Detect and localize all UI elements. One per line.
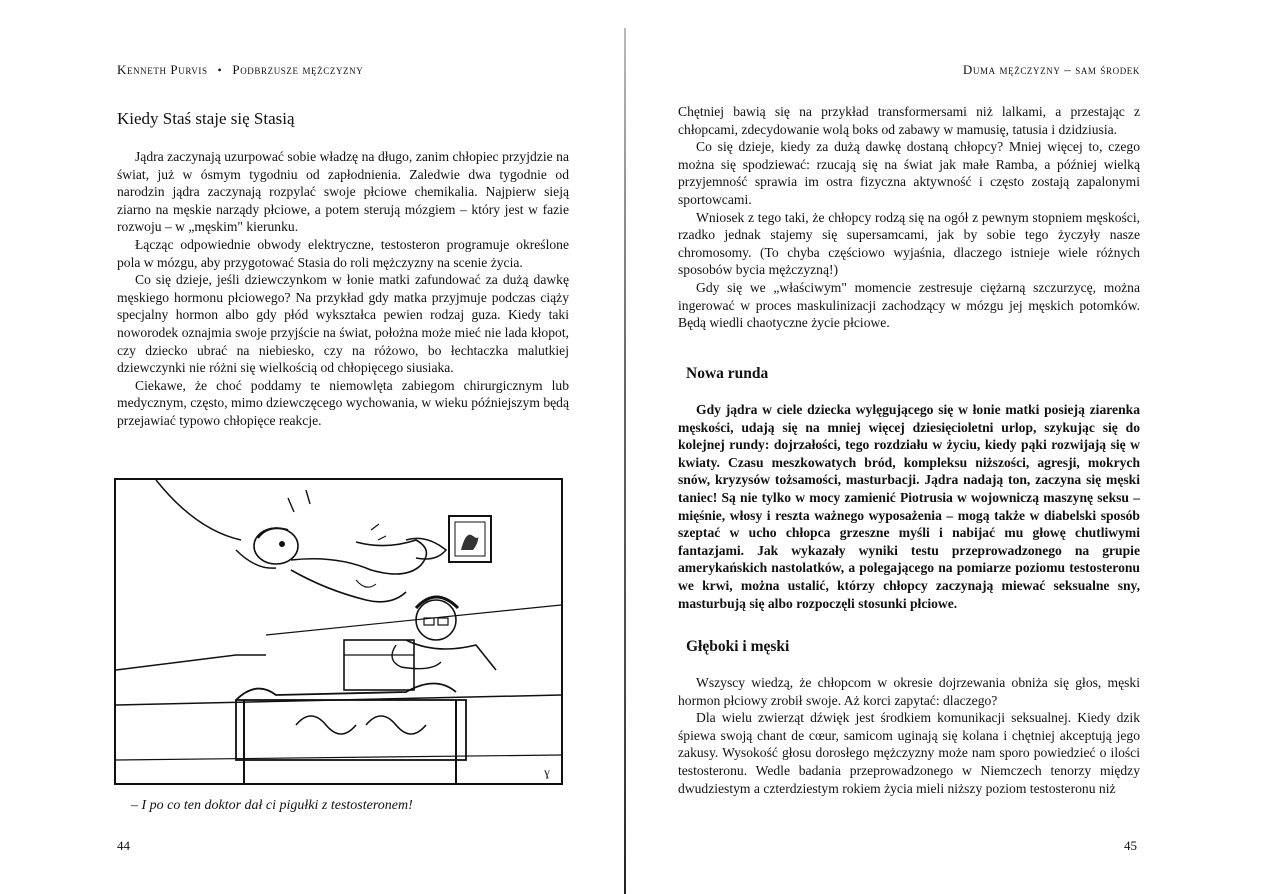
book-gutter — [624, 28, 626, 894]
page-number-right: 45 — [1124, 838, 1137, 853]
cartoon-caption: – I po co ten doktor dał ci pigułki z testosteronem! — [131, 798, 413, 813]
paragraph: Ciekawe, że choć poddamy te niemowlęta zabiegom chirurgicznym lub medycznym, często, mimo dziewczęcego wychowania, w wieku późniejszym będą przejawiać typowo chłopięce reakcje. — [117, 377, 569, 428]
paragraph: Wniosek z tego taki, że chłopcy rodzą się na ogół z pewnym stopniem męskości, rzadko jednak stajemy się supersamcami, jak by sobie tego życzyły nasze chromosomy. (To chyba częściowo wyjaśnia, dlaczego istnieje wiele różnych sposobów bycia mężczyzną!) — [678, 209, 1140, 278]
paragraph: Chętniej bawią się na przykład transformersami niż lalkami, a przestając z chłopcami, zdecydowanie wolą boks od zabawy w mamusię, tatusia i dzidziusia. — [678, 104, 1140, 137]
section-title-nowa-runda: Nowa runda — [686, 365, 769, 382]
paragraph: Łącząc odpowiednie obwody elektryczne, testosteron programuje określone pola w mózgu, aby przygotować Stasia do roli mężczyzny na scenie życia. — [117, 236, 569, 270]
running-head-book-title: Podbrzusze mężczyzny — [232, 62, 364, 77]
paragraph: Wszyscy wiedzą, że chłopcom w okresie dojrzewania obniża się głos, męski hormon płciowy zrobił swoje. Aż korci zapytać: dlaczego? — [678, 675, 1140, 708]
cartoon-drawing — [116, 480, 561, 783]
right-running-head: Duma mężczyzny – sam środek — [962, 62, 1140, 77]
paragraph: Co się dzieje, jeśli dziewczynkom w łonie matki zafundować za dużą dawkę męskiego hormonu płciowego? Na przykład gdy matka przyjmuje podczas ciąży specjalny hormon albo gdy płód wykształca pewien rodzaj guza. Kiedy taki noworodek oznajmia swoje przyjście na świat, położna może mieć nie lada kłopot, czy dziecko ubrać na niebiesko, czy na różowo, bo łechtaczka malutkiej dziewczynki nie różni się wielkością od chłopięcego siusiaka. — [117, 272, 569, 376]
right-section3-text — [678, 674, 1140, 797]
section-title-stas: Kiedy Staś staje się Stasią — [117, 109, 295, 128]
left-running-head — [117, 62, 363, 78]
paragraph: Gdy jądra w ciele dziecka wylęgującego się w łonie matki posieją ziarenka męskości, udają się na mniej więcej dziesięcioletni urlop, szykując się do kolejnej rundy: dojrzałości, tego rozdziału w życiu, kiedy pąki rozwijają się w kwiaty. Czasu meszkowatych bród, kompleksu niższości, agresji, mokrych snów, kryzysów tożsamości, masturbacji. Jądra nadają ton, zaczyna się męski taniec! Są nie tylko w mocy zamienić Piotrusia w wojowniczą maszynę seksu – mięśnie, włosy i reszta ważnego wyposażenia – mogą także w diabelski sposób szeptać w ucho chłopca grzeszne myśli i nabijać mu głowę chutliwymi fantazjami. Jak wykazały wyniki testu przeprowadzonego na grupie amerykańskich nastolatków, a polegającego na pomiarze poziomu testosteronu we krwi, można ustalić, którzy chłopcy zaczynają miewać seksualne sny, masturbują się albo rozpoczęli stosunki płciowe. — [678, 402, 1140, 611]
left-body-text — [117, 148, 569, 430]
running-head-author: Kenneth Purvis — [117, 62, 208, 77]
right-section2-text — [678, 401, 1140, 612]
svg-text:ɣ: ɣ — [544, 765, 550, 779]
section-title-gleboki: Głęboki i męski — [686, 638, 790, 655]
paragraph: Dla wielu zwierząt dźwięk jest środkiem komunikacji seksualnej. Kiedy dzik śpiewa swoją chant de cœur, samicom uginają się kolana i chętniej akceptują jego zakusy. Wysokość głosu dorosłego mężczyzny może nam sporo powiedzieć o ilości testosteronu. Wedle badania przeprowadzonego w Niemczech tenorzy między dwudziestym a czterdziestym rokiem życia mieli niższy poziom testosteronu niż — [678, 710, 1140, 796]
page-number-left: 44 — [117, 838, 130, 853]
left-page — [0, 0, 620, 894]
paragraph: Jądra zaczynają uzurpować sobie władzę na długo, zanim chłopiec przyjdzie na świat, już w ósmym tygodniu od zapłodnienia. Zaledwie dwa tygodnie od narodzin jądra zaczynają rozpylać swoje płciowe chemikalia. Najpierw sieją ziarno na męskie narządy płciowe, a potem sterują mózgiem – który jest w fazie rozwoju – w „męskim" kierunku. — [117, 149, 569, 235]
cartoon-illustration — [114, 478, 563, 785]
paragraph: Co się dzieje, kiedy za dużą dawkę dostaną chłopcy? Mniej więcej to, czego można się spodziewać: rzucają się na świat jak małe Ramba, a później wielką przyjemność sprawia im ostra fizyczna aktywność i często zostają zapalonymi sportowcami. — [678, 139, 1140, 207]
paragraph: Gdy się we „właściwym" momencie zestresuje ciężarną szczurzycę, można ingerować w proces maskulinizacji zachodzący w mózgu jej męskich potomków. Będą wiedli chaotyczne życie płciowe. — [678, 279, 1140, 331]
running-head-separator: • — [217, 63, 223, 77]
right-intro-text — [678, 103, 1140, 332]
